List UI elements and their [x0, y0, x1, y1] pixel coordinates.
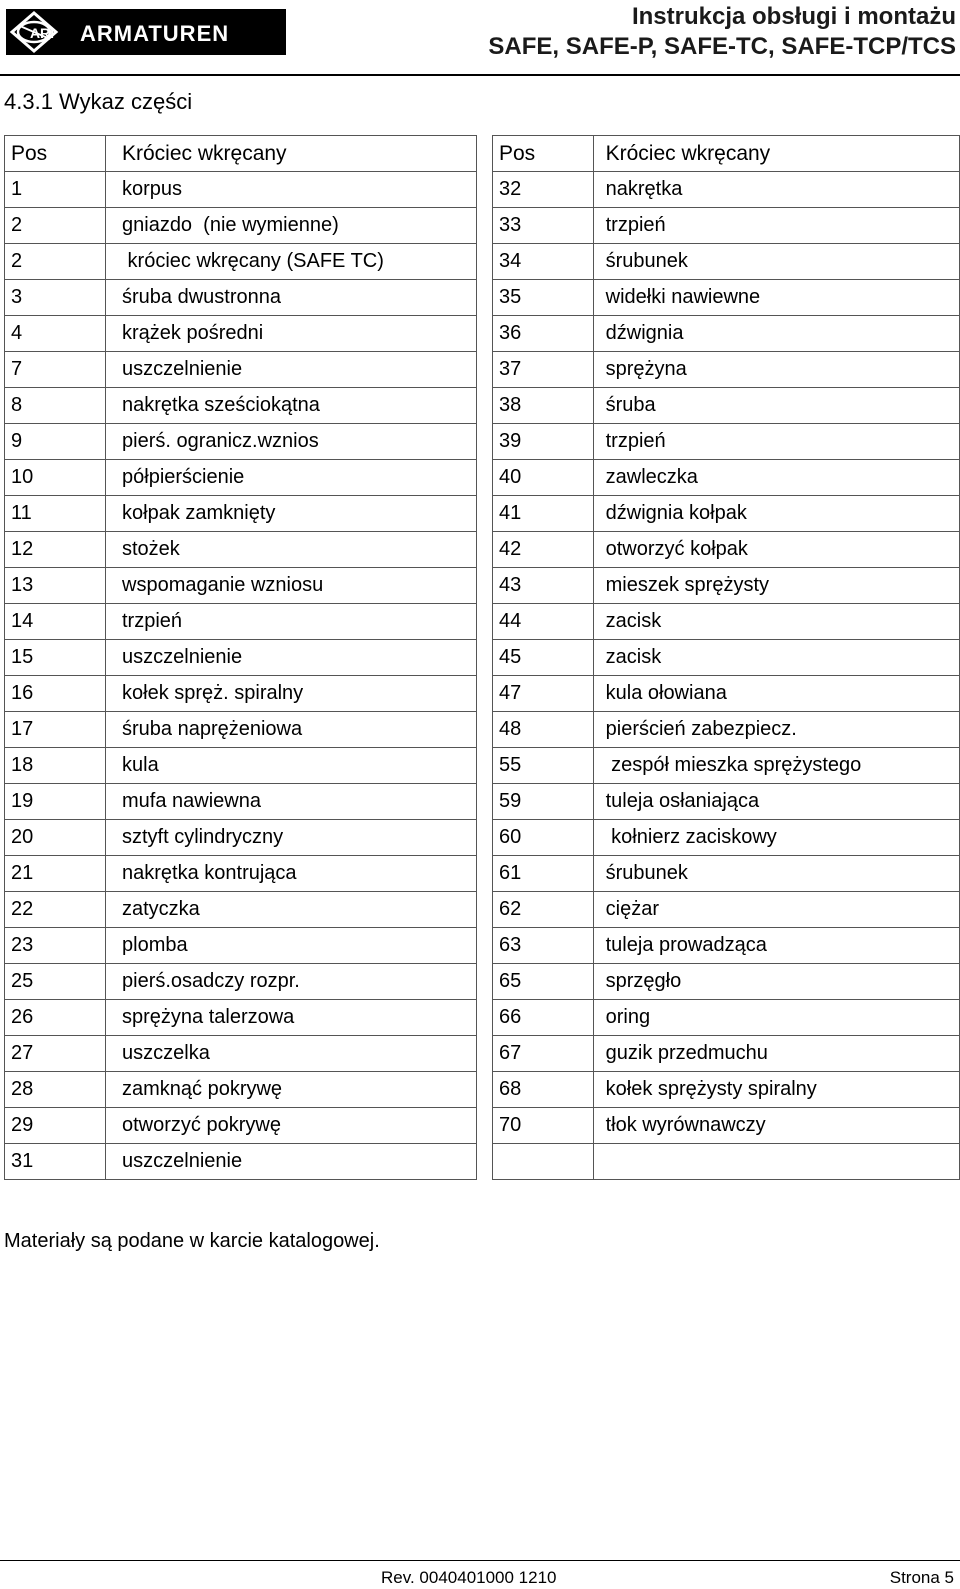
table-row	[5, 604, 477, 640]
title-line-1: Instrukcja obsługi i montażu	[631, 3, 956, 30]
table-row	[493, 856, 960, 892]
part-name: uszczelka	[106, 1036, 477, 1072]
table-row	[5, 496, 477, 532]
table-row	[493, 316, 960, 352]
part-name: śruba dwustronna	[106, 280, 477, 316]
part-name: sprzęgło	[593, 964, 959, 1000]
part-name: zawleczka	[593, 460, 959, 496]
part-name: kołpak zamknięty	[106, 496, 477, 532]
part-name: uszczelnienie	[106, 640, 477, 676]
table-row	[493, 640, 960, 676]
part-name: zespół mieszka sprężystego	[593, 748, 959, 784]
table-row	[5, 820, 477, 856]
part-position: 63	[493, 928, 594, 964]
table-row	[493, 820, 960, 856]
part-name: kołek sprężysty spiralny	[593, 1072, 959, 1108]
part-position: 19	[5, 784, 106, 820]
part-position: 4	[5, 316, 106, 352]
table-row	[5, 928, 477, 964]
part-name: trzpień	[106, 604, 477, 640]
part-name: kula ołowiana	[593, 676, 959, 712]
part-name: otworzyć kołpak	[593, 532, 959, 568]
part-name: dźwignia kołpak	[593, 496, 959, 532]
part-position: 61	[493, 856, 594, 892]
table-row	[5, 676, 477, 712]
table-row	[493, 568, 960, 604]
part-position: 17	[5, 712, 106, 748]
part-position: 12	[5, 532, 106, 568]
table-row	[5, 460, 477, 496]
part-position: 59	[493, 784, 594, 820]
column-header-pos: Pos	[493, 136, 594, 172]
table-row	[493, 1000, 960, 1036]
page-number: Strona 5	[889, 1568, 954, 1587]
part-name: krążek pośredni	[106, 316, 477, 352]
part-name: pierścień zabezpiecz.	[593, 712, 959, 748]
part-position: 60	[493, 820, 594, 856]
parts-table-right	[492, 135, 960, 1180]
part-name: zamknąć pokrywę	[106, 1072, 477, 1108]
table-row	[5, 568, 477, 604]
part-position: 48	[493, 712, 594, 748]
part-position: 42	[493, 532, 594, 568]
part-position: 68	[493, 1072, 594, 1108]
part-position: 20	[5, 820, 106, 856]
part-name: uszczelnienie	[106, 1144, 477, 1180]
table-row	[5, 1036, 477, 1072]
table-row	[493, 676, 960, 712]
part-name: mieszek sprężysty	[593, 568, 959, 604]
part-name: gniazdo (nie wymienne)	[106, 208, 477, 244]
table-row	[493, 280, 960, 316]
table-row	[5, 244, 477, 280]
part-name: korpus	[106, 172, 477, 208]
table-row	[493, 1036, 960, 1072]
part-position: 25	[5, 964, 106, 1000]
part-name: śrubunek	[593, 856, 959, 892]
part-name: dźwignia	[593, 316, 959, 352]
part-name: widełki nawiewne	[593, 280, 959, 316]
table-row	[5, 640, 477, 676]
table-row	[493, 244, 960, 280]
footer-divider	[0, 1560, 960, 1561]
part-position: 21	[5, 856, 106, 892]
table-row	[493, 784, 960, 820]
part-position: 28	[5, 1072, 106, 1108]
part-position: 11	[5, 496, 106, 532]
table-row	[5, 856, 477, 892]
table-row	[493, 532, 960, 568]
part-position: 66	[493, 1000, 594, 1036]
table-row	[5, 532, 477, 568]
part-position: 8	[5, 388, 106, 424]
table-row	[5, 1108, 477, 1144]
table-row	[493, 352, 960, 388]
part-position	[493, 1144, 594, 1180]
part-position: 23	[5, 928, 106, 964]
part-position: 29	[5, 1108, 106, 1144]
table-row	[5, 712, 477, 748]
part-position: 27	[5, 1036, 106, 1072]
part-name: otworzyć pokrywę	[106, 1108, 477, 1144]
table-row	[493, 496, 960, 532]
table-row	[5, 208, 477, 244]
table-row	[5, 388, 477, 424]
table-row	[493, 208, 960, 244]
part-position: 13	[5, 568, 106, 604]
part-position: 39	[493, 424, 594, 460]
part-name: kołnierz zaciskowy	[593, 820, 959, 856]
part-name: śruba naprężeniowa	[106, 712, 477, 748]
part-position: 70	[493, 1108, 594, 1144]
column-header-pos: Pos	[5, 136, 106, 172]
part-name: pierś. ogranicz.wznios	[106, 424, 477, 460]
part-position: 67	[493, 1036, 594, 1072]
part-position: 45	[493, 640, 594, 676]
part-position: 7	[5, 352, 106, 388]
table-row	[493, 604, 960, 640]
page-header	[0, 0, 960, 80]
part-position: 3	[5, 280, 106, 316]
part-position: 41	[493, 496, 594, 532]
part-name: króciec wkręcany (SAFE TC)	[106, 244, 477, 280]
table-row	[5, 424, 477, 460]
part-name: tuleja osłaniająca	[593, 784, 959, 820]
part-position: 22	[5, 892, 106, 928]
materials-note: Materiały są podane w karcie katalogowej.	[4, 1230, 380, 1252]
part-position: 32	[493, 172, 594, 208]
column-header-description: Króciec wkręcany	[106, 136, 477, 172]
section-heading: 4.3.1 Wykaz części	[4, 89, 193, 114]
part-position: 16	[5, 676, 106, 712]
part-name: uszczelnienie	[106, 352, 477, 388]
part-name: śrubunek	[593, 244, 959, 280]
table-row	[493, 1072, 960, 1108]
part-name: pierś.osadczy rozpr.	[106, 964, 477, 1000]
part-position: 9	[5, 424, 106, 460]
part-position: 1	[5, 172, 106, 208]
table-row	[493, 1108, 960, 1144]
table-row	[493, 172, 960, 208]
part-position: 37	[493, 352, 594, 388]
part-name: sztyft cylindryczny	[106, 820, 477, 856]
part-name: sprężyna	[593, 352, 959, 388]
part-name: wspomaganie wzniosu	[106, 568, 477, 604]
table-row	[5, 892, 477, 928]
part-name: tuleja prowadząca	[593, 928, 959, 964]
table-row	[493, 388, 960, 424]
part-position: 2	[5, 208, 106, 244]
table-row	[493, 712, 960, 748]
table-row	[5, 280, 477, 316]
part-name: stożek	[106, 532, 477, 568]
part-name: tłok wyrównawczy	[593, 1108, 959, 1144]
part-name: śruba	[593, 388, 959, 424]
part-name: kula	[106, 748, 477, 784]
column-header-description: Króciec wkręcany	[593, 136, 959, 172]
ari-armaturen-logo	[6, 9, 286, 55]
part-position: 34	[493, 244, 594, 280]
part-position: 38	[493, 388, 594, 424]
part-name: plomba	[106, 928, 477, 964]
part-name: oring	[593, 1000, 959, 1036]
table-row	[493, 424, 960, 460]
table-row	[493, 964, 960, 1000]
table-row	[5, 964, 477, 1000]
part-position: 55	[493, 748, 594, 784]
table-row	[493, 892, 960, 928]
part-name	[593, 1144, 959, 1180]
part-name: sprężyna talerzowa	[106, 1000, 477, 1036]
part-position: 10	[5, 460, 106, 496]
part-name: zacisk	[593, 640, 959, 676]
part-name: kołek spręż. spiralny	[106, 676, 477, 712]
revision-number: Rev. 0040401000 1210	[381, 1568, 557, 1587]
svg-text:ARMATUREN: ARMATUREN	[80, 21, 230, 46]
part-position: 40	[493, 460, 594, 496]
part-position: 18	[5, 748, 106, 784]
table-row	[5, 316, 477, 352]
part-position: 44	[493, 604, 594, 640]
table-row	[5, 1072, 477, 1108]
table-row	[5, 1144, 477, 1180]
part-position: 36	[493, 316, 594, 352]
svg-text:ARI: ARI	[29, 25, 55, 41]
part-name: półpierścienie	[106, 460, 477, 496]
part-name: zacisk	[593, 604, 959, 640]
table-row	[5, 748, 477, 784]
part-position: 31	[5, 1144, 106, 1180]
part-position: 15	[5, 640, 106, 676]
title-line-2: SAFE, SAFE-P, SAFE-TC, SAFE-TCP/TCS	[488, 33, 956, 60]
table-row	[493, 928, 960, 964]
part-position: 47	[493, 676, 594, 712]
table-row	[493, 460, 960, 496]
part-position: 14	[5, 604, 106, 640]
part-position: 35	[493, 280, 594, 316]
part-position: 43	[493, 568, 594, 604]
table-row	[5, 172, 477, 208]
part-position: 62	[493, 892, 594, 928]
table-header-row	[5, 136, 477, 172]
part-name: nakrętka	[593, 172, 959, 208]
table-row	[5, 1000, 477, 1036]
part-position: 26	[5, 1000, 106, 1036]
part-position: 33	[493, 208, 594, 244]
part-name: trzpień	[593, 208, 959, 244]
table-row	[5, 352, 477, 388]
part-name: ciężar	[593, 892, 959, 928]
table-row	[493, 1144, 960, 1180]
part-name: guzik przedmuchu	[593, 1036, 959, 1072]
parts-table-left	[4, 135, 477, 1180]
part-position: 2	[5, 244, 106, 280]
part-name: nakrętka sześciokątna	[106, 388, 477, 424]
part-position: 65	[493, 964, 594, 1000]
table-row	[493, 748, 960, 784]
part-name: mufa nawiewna	[106, 784, 477, 820]
part-name: trzpień	[593, 424, 959, 460]
document-title	[488, 2, 956, 62]
table-row	[5, 784, 477, 820]
part-name: zatyczka	[106, 892, 477, 928]
table-header-row	[493, 136, 960, 172]
header-divider	[0, 74, 960, 76]
part-name: nakrętka kontrująca	[106, 856, 477, 892]
